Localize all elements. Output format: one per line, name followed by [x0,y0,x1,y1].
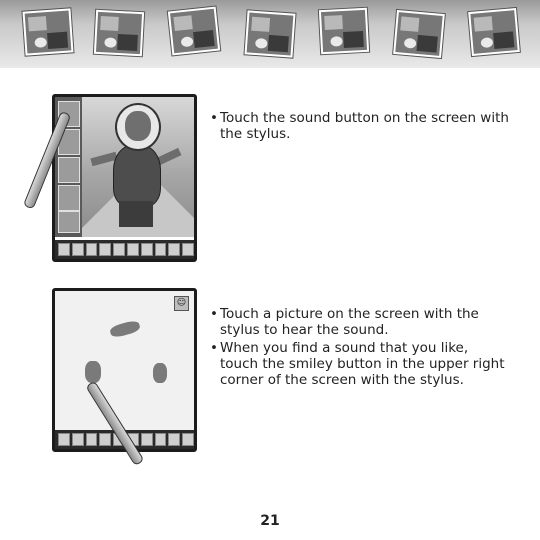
toolbar-button-icon [182,433,194,446]
toolbar-button-icon [155,243,167,256]
screen-toolbar-1 [55,240,194,259]
toolbar-button-icon [72,433,84,446]
picture-object-3 [153,363,167,383]
toolbar-button-icon [127,243,139,256]
toolbar-button-icon [86,433,98,446]
sidebar-icon-4 [58,185,80,211]
instruction-bullet: • Touch a picture on the screen with the stylus to hear the sound. [210,306,479,338]
astronaut-body [113,145,161,207]
page-number: 21 [260,513,280,529]
toolbar-button-icon [141,433,153,446]
banner-thumbnail-6 [393,10,445,58]
sidebar-icon-5 [58,211,80,233]
toolbar-button-icon [58,243,70,256]
banner-thumbnail-1 [23,8,74,55]
banner-thumbnail-5 [319,8,369,54]
toolbar-button-icon [182,243,194,256]
character-scene [55,97,194,237]
toolbar-button-icon [168,243,180,256]
banner-thumbnail-4 [245,10,296,57]
sidebar-icon-3 [58,157,80,183]
instruction-bullet: • Touch the sound button on the screen with the stylus. [210,110,509,142]
picture-object-1 [109,319,141,338]
toolbar-button-icon [155,433,167,446]
toolbar-button-icon [168,433,180,446]
toolbar-button-icon [141,243,153,256]
instruction-block-2 [210,306,510,388]
toolbar-button-icon [58,433,70,446]
toolbar-button-icon [72,243,84,256]
banner-thumbnail-2 [94,10,144,56]
smiley-button-icon: ☺ [174,296,189,311]
picture-scene [55,291,194,430]
toolbar-button-icon [113,243,125,256]
screen-illustration-1 [52,94,197,262]
picture-object-2 [85,361,101,383]
instruction-block-1 [210,110,510,142]
banner-thumbnail-7 [468,8,520,56]
top-banner [0,0,540,68]
toolbar-button-icon [99,433,111,446]
banner-thumbnail-3 [168,7,220,56]
instruction-bullet: • When you find a sound that you like, touch the smiley button in the upper right corner of the screen with the stylus. [210,340,505,388]
toolbar-button-icon [99,243,111,256]
toolbar-button-icon [86,243,98,256]
